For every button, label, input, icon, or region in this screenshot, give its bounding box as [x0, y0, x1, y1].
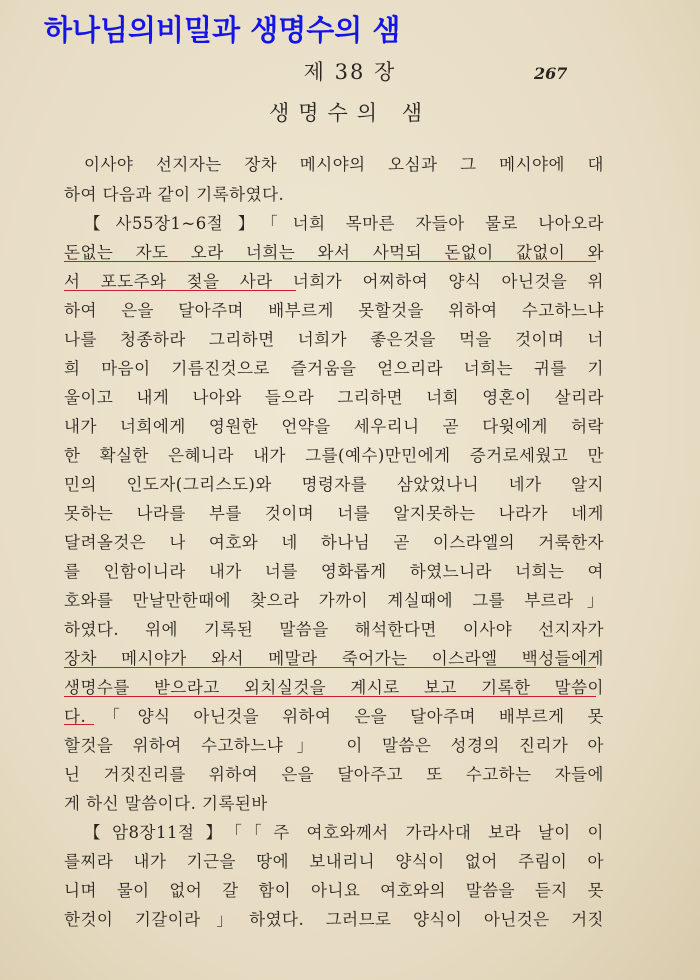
text-line: 닌 거짓진리를 위하여 은을 달아주고 또 수고하는 자들에 — [64, 765, 604, 784]
text-line: 하였다. 위에 기록된 말씀을 해석한다면 이사야 선지자가 — [64, 620, 604, 639]
red-underline — [64, 261, 596, 262]
text-line: 다.「양식 아닌것을 위하여 은을 달아주며 배부르게 못 — [64, 707, 604, 726]
red-underline — [64, 290, 296, 291]
text-line: 하여 다음과 같이 기록하였다. — [64, 185, 285, 204]
text-line: 한것이 기갈이라」하였다. 그러므로 양식이 아닌것은 거짓 — [64, 910, 604, 929]
text-line: 울이고 내게 나아와 들으라 그리하면 너희 영혼이 살리라 — [64, 388, 604, 407]
text-line: 서 포도주와 젖을 사라 너희가 어찌하여 양식 아닌것을 위 — [64, 272, 604, 291]
text-line: 이사야 선지자는 장차 메시야의 오심과 그 메시야에 대 — [84, 155, 604, 174]
text-line: 니며 물이 없어 갈 함이 아니요 여호와의 말씀을 듣지 못 — [64, 881, 604, 900]
text-line: 생명수를 받으라고 외치실것을 계시로 보고 기록한 말씀이 — [64, 678, 604, 697]
text-line: 게 하신 말씀이다. 기록된바 — [64, 794, 268, 813]
chapter-heading: 제 38 장 — [303, 60, 397, 84]
text-line: 【사55장1~6절】「너희 목마른 자들아 물로 나아오라 — [84, 214, 604, 233]
page-number: 267 — [534, 64, 568, 83]
text-line: 하여 은을 달아주며 배부르게 못할것을 위하여 수고하느냐 — [64, 301, 604, 320]
text-line: 돈없는 자도 오라 너희는 와서 사먹되 돈없이 값없이 와 — [64, 243, 604, 262]
text-line: 나를 청종하라 그리하면 너희가 좋은것을 먹을 것이며 너 — [64, 330, 604, 349]
text-line: 못하는 나라를 부를 것이며 너를 알지못하는 나라가 네게 — [64, 504, 604, 523]
text-line: 희 마음이 기름진것으로 즐거움을 얻으리라 너희는 귀를 기 — [64, 359, 604, 378]
text-line: 장차 메시야가 와서 메말라 죽어가는 이스라엘 백성들에게 — [64, 649, 604, 668]
section-title: 생명수의 샘 — [268, 101, 432, 125]
text-line: 달려올것은 나 여호와 네 하나님 곧 이스라엘의 거룩한자 — [64, 533, 604, 552]
text-line: 를찌라 내가 기근을 땅에 보내리니 양식이 없어 주림이 아 — [64, 852, 604, 871]
overlay-title: 하나님의비밀과 생명수의 샘 — [44, 13, 401, 47]
text-line: 호와를 만날만한때에 찾으라 가까이 계실때에 그를 부르라」 — [64, 591, 604, 610]
red-underline — [64, 696, 596, 697]
text-line: 내가 너희에게 영원한 언약을 세우리니 곧 다윗에게 허락 — [64, 417, 604, 436]
text-line: 민의 인도자(그리스도)와 명령자를 삼았었나니 네가 알지 — [64, 475, 604, 494]
text-line: 【암8장11절】「「주 여호와께서 가라사대 보라 날이 이 — [84, 823, 604, 842]
text-line: 할것을 위하여 수고하느냐」 이 말씀은 성경의 진리가 아 — [64, 736, 604, 755]
red-underline — [64, 667, 596, 668]
text-line: 를 인함이니라 내가 너를 영화롭게 하였느니라 너희는 여 — [64, 562, 604, 581]
text-line: 한 확실한 은혜니라 내가 그를(예수)만민에게 증거로세웠고 만 — [64, 446, 604, 465]
red-underline — [64, 724, 94, 725]
